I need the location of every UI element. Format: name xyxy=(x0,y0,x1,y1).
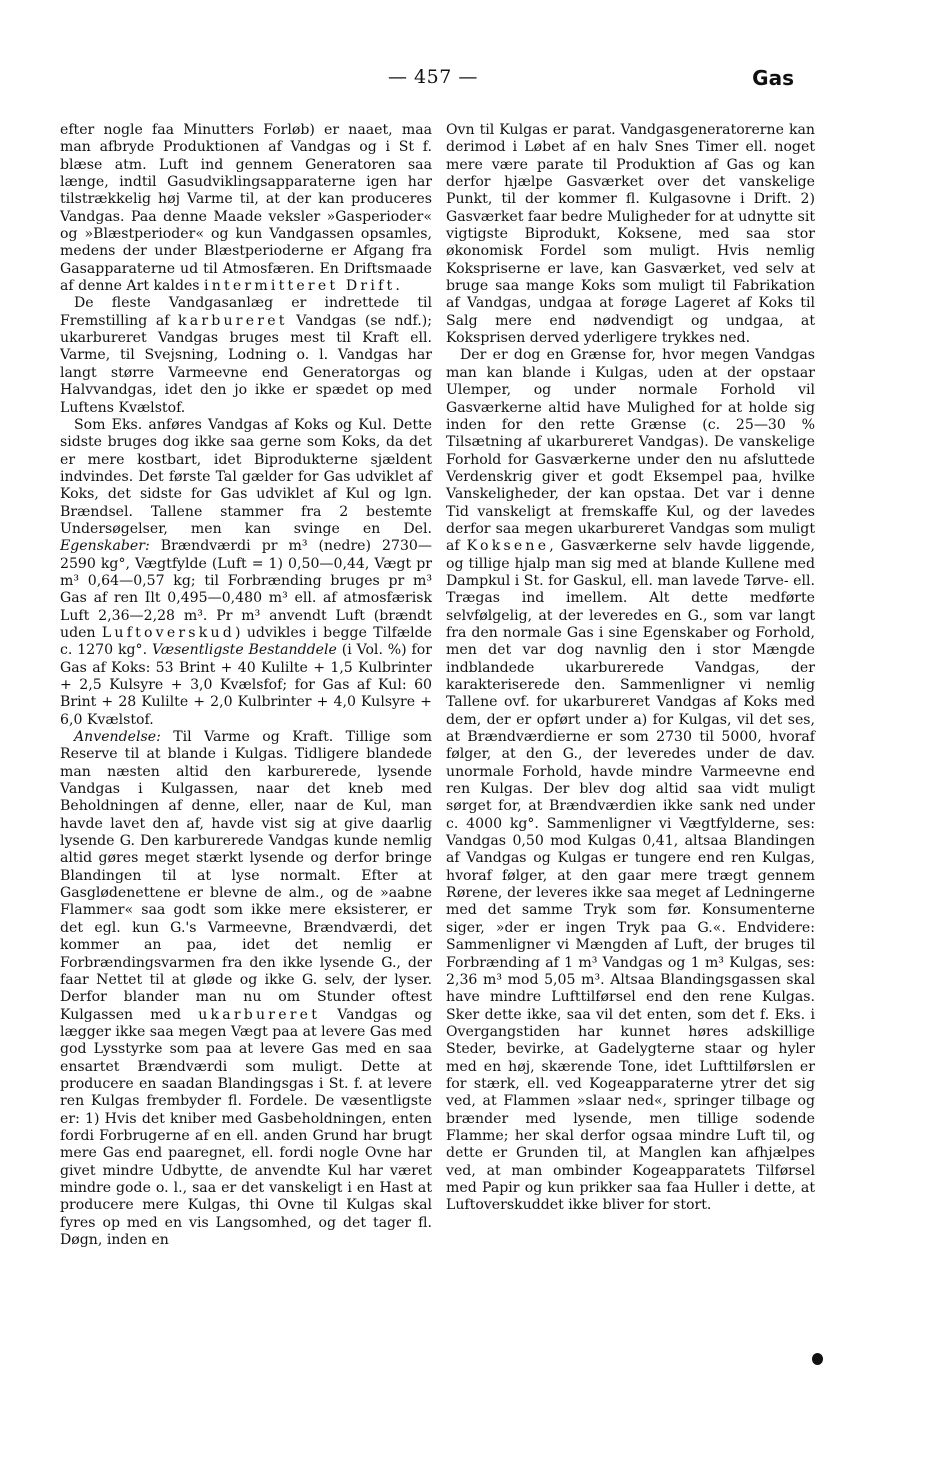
paragraph xyxy=(446,347,815,1214)
spaced-term: ukarbureret xyxy=(198,1006,321,1023)
paragraph-text: ) udvikles i begge Tilfælde c. 1270 kg°. xyxy=(60,624,432,659)
italic-term: Egenskaber: xyxy=(60,538,150,555)
page-number: — 457 — xyxy=(388,66,478,88)
paragraph xyxy=(446,122,815,347)
paragraph-text: efter nogle faa Minutters Forløb) er naaet, maa man afbryde Produktionen af Vandgas og i St f. blæse atm. Luft ind gennem Generatoren saa længe, indtil Gasudviklingsapparaterne igen har tilstrækkelig høj Varme til, at der kan produceres Vandgas. Paa denne Maade veksler »Gasperioder« og »Blæstperioder« og kun Vandgassen opsamles, medens der under Blæstperioderne er Afgang fra Gasapparaterne ud til Atmosfæren. En Driftsmaade af denne Art kaldes xyxy=(60,122,432,295)
right-text-column xyxy=(446,122,815,1215)
paragraph xyxy=(60,417,432,729)
paragraph xyxy=(60,122,432,295)
paragraph-text: (i Vol. %) for Gas af Koks: 53 Brint + 40 Kulilte + 1,5 Kulbrinter + 2,5 Kulsyre + 3,0 Kvælsfof; for Gas af Kul: 60 Brint + 28 Kulilte + 2,0 Kulbrinter + 4,0 Kulsyre + 6,0 Kvælstof. xyxy=(60,642,432,728)
spaced-term: Koksene xyxy=(466,538,550,555)
paragraph-text: Til Varme og Kraft. Tillige som Reserve til at blande i Kulgas. Tidligere blandede man næsten altid den karburerede, lysende Vandgas i Kulgassen, naar det kneb med Beholdningen af denne, eller, naar de Kul, man havde lavet den af, havde vist sig at give daarlig lysende G. Den karburerede Vandgas kunde nemlig altid gøres meget stærkt lysende og derfor bringe Blandingen til at lyse normalt. Efter at Gasglødenettene er blevne de alm., og de »aabne Flammer« saa godt som ikke mere eksisterer, er det egl. kun G.'s Varmeevne, Brændværdi, det kommer an paa, idet det nemlig er Forbrændingsvarmen fra den ikke lysende G., der faar Nettet til at gløde og ikke G. selv, der lyser. Derfor blander man nu om Stunder oftest Kulgassen med xyxy=(60,729,432,1023)
paragraph-text: Der er dog en Grænse for, hvor megen Vandgas man kan blande i Kulgas, uden at der opstaar Ulemper, og under normale Forhold vil Gasværkerne altid have Mulighed for at holde sig inden for den rette Grænse (c. 25—30 % Tilsætning af ukarbureret Vandgas). De vanskelige Forhold for Gasværkerne under den nu afsluttede Verdenskrig giver et godt Eksempel paa, hvilke Vanskeligheder, der kan opstaa. Det var i denne Tid vanskeligt at fremskaffe Kul, og der lavedes derfor saa megen ukarbureret Vandgas som muligt af xyxy=(446,347,815,555)
page-header xyxy=(0,66,928,98)
spaced-term: Luftoverskud xyxy=(101,624,235,641)
ink-dot-mark xyxy=(812,1353,823,1365)
paragraph-text: Som Eks. anføres Vandgas af Koks og Kul. Dette sidste bruges dog ikke saa gerne som Koks, da det er mere kostbart, idet Biprodukterne sjældent indvindes. Det første Tal gælder for Gas udviklet af Koks, det sidste for Gas udviklet af Kul og lgn. Brændsel. Tallene stammer fra 2 bestemte Undersøgelser, men kan svinge en Del. xyxy=(60,416,432,537)
paragraph xyxy=(60,729,432,1249)
paragraph-text: Vandgas (se ndf.); ukarbureret Vandgas bruges mest til Kraft ell. Varme, til Svejsning, Lodning o. l. Vandgas har langt større Varmeevne end Generatorgas og Halvvandgas, idet den jo ikke er spædet op med Luftens Kvælstof. xyxy=(60,312,432,416)
paragraph-text: , Gasværkerne selv havde liggende, og tillige hjalp man sig med at blande Kullene med Dampkul i St. for Gaskul, ell. man lavede Tørve- ell. Trægas ind imellem. Alt dette medførte selvfølgelig, at der leveredes en G., som var langt fra den normale Gas i sine Egenskaber og Forhold, men det var dog navnlig den i stor Mængde indblandede ukarburerede Vandgas, der karakteriserede den. Sammenligner vi nemlig Tallene ovf. for ukarbureret Vandgas af Koks med dem, der er opført under a) for Kulgas, vil det ses, at Brændværdierne er som 2730 til 5000, hvoraf følger, at den G., der leveredes under de dav. unormale Forhold, havde mindre Varmeevne end ren Kulgas. Der blev dog altid saa vidt muligt sørget for, at Brændværdien ikke sank ned under c. 4000 kg°. Sammenligner vi Vægtfylderne, ses: Vandgas 0,50 mod Kulgas 0,41, altsaa Blandingen af Vandgas og Kulgas er tungere end ren Kulgas, hvoraf følger, at den gaar mere trægt gennem Rørene, der leveres ikke saa meget af Ledningerne med det samme Tryk som før. Konsumenterne siger, »der er ingen Tryk paa G.«. Endvidere: Sammenligner vi Mængden af Luft, der bruges til Forbrænding af 1 m³ Vandgas og 1 m³ Kulgas, ses: 2,36 m³ mod 5,05 m³. Altsaa Blandingsgassen skal have mindre Lufttilførsel end den rene Kulgas. Sker dette ikke, saa vil det enten, som det f. Eks. i Overgangstiden har kunnet høres adskillige Steder, bevirke, at Gadelygterne staar og hyler med en høj, skærende Tone, idet Lufttilførslen er for stærk, ell. ved Kogeapparaterne ytrer det sig ved, at Flammen »slaar ned«, springer tilbage og brænder med lysende, men tillige sodende Flamme; her skal derfor ogsaa mindre Luft til, og dette er Grunden til, at Manglen kan afhjælpes ved, at man ombinder Kogeapparatets Tilførsel med Papir og kun prikker saa faa Huller i dette, at Luftoverskuddet ikke bliver for stort. xyxy=(446,538,815,1214)
italic-term: Væsentligste Bestanddele xyxy=(151,642,337,659)
paragraph-text: Ovn til Kulgas er parat. Vandgasgeneratorerne kan derimod i Løbet af en halv Snes Timer ell. noget mere være parate til Produktion af Gas og kan derfor hjælpe Gasværket over det vanskelige Punkt, til der kommer fl. Kulgasovne i Drift. 2) Gasværket faar bedre Muligheder for at udnytte sit vigtigste Biprodukt, Koksene, med saa stor økonomisk Fordel som muligt. Hvis nemlig Kokspriserne er lave, kan Gasværket, ved selv at bruge saa mange Koks som muligt til Fabrikation af Vandgas, undgaa at forøge Lageret af Koks til Salg mere end nødvendigt og undgaa, at Koksprisen derved yderligere trykkes ned. xyxy=(446,122,815,347)
paragraph xyxy=(60,295,432,416)
spaced-term: intermitteret Drift xyxy=(204,278,396,295)
spaced-term: karbureret xyxy=(178,312,288,329)
left-text-column xyxy=(60,122,432,1249)
running-headword: Gas xyxy=(752,66,794,90)
paragraph-text: Brændværdi pr m³ (nedre) 2730—2590 kg°, Vægtfylde (Luft = 1) 0,50—0,44, Vægt pr m³ 0,64—0,57 kg; til Forbrænding bruges pr m³ Gas af ren Ilt 0,495—0,480 m³ ell. af atmosfærisk Luft 2,36—2,28 m³. Pr m³ anvendt Luft (brændt uden xyxy=(60,538,432,641)
paragraph-text: De fleste Vandgasanlæg er indrettede til Fremstilling af xyxy=(60,295,432,329)
paragraph-text: . xyxy=(395,278,400,295)
italic-term: Anvendelse: xyxy=(74,729,161,746)
paragraph-text: Vandgas og lægger ikke saa megen Vægt paa at levere Gas med god Lysstyrke som paa at levere Gas med en saa ensartet Brændværdi som muligt. Dette at producere en saadan Blandingsgas i St. f. at levere ren Kulgas frembyder fl. Fordele. De væsentligste er: 1) Hvis det kniber med Gasbeholdningen, enten fordi Forbrugerne af en ell. anden Grund har brugt mere Gas end paaregnet, ell. fordi nogle Ovne har givet mindre Udbytte, de anvendte Kul har været mindre gode o. l., saa er det vanskeligt i en Hast at producere mere Kulgas, thi Ovne til Kulgas skal fyres op med en vis Langsomhed, og det tager fl. Døgn, inden en xyxy=(60,1006,432,1248)
